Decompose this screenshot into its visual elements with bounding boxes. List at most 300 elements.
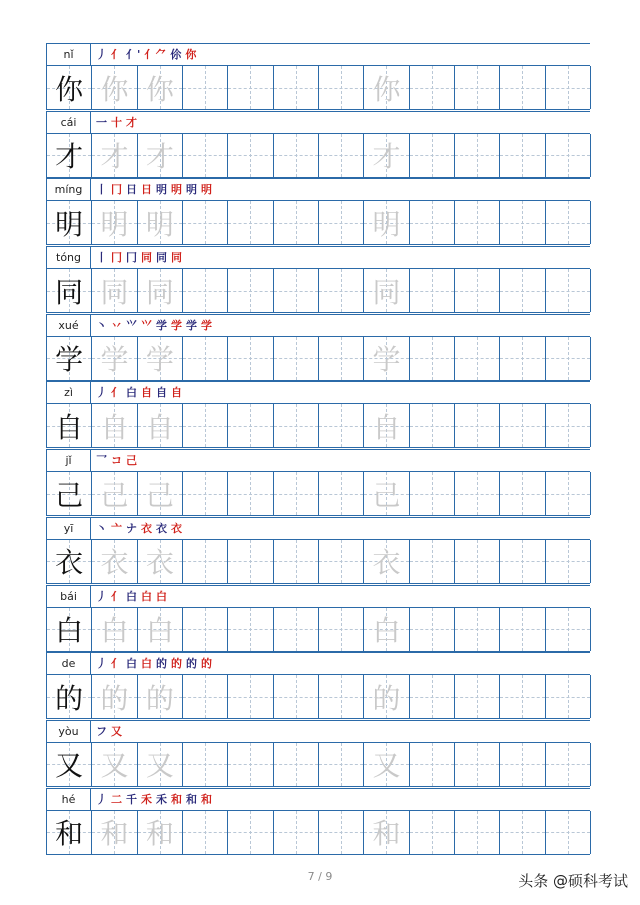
- practice-cell[interactable]: [364, 743, 409, 786]
- practice-cell[interactable]: [183, 472, 228, 515]
- practice-cell[interactable]: [410, 66, 455, 109]
- practice-cell[interactable]: [183, 404, 228, 447]
- pinyin-label: tóng: [46, 247, 91, 269]
- pinyin-label: nǐ: [46, 44, 91, 66]
- stroke-step: 学: [171, 318, 182, 332]
- stroke-order: [96, 586, 171, 608]
- practice-cell[interactable]: [228, 404, 273, 447]
- practice-cell[interactable]: [455, 472, 500, 515]
- practice-cell[interactable]: [410, 811, 455, 854]
- stroke-step: 乛: [96, 454, 107, 468]
- practice-cell[interactable]: [92, 66, 137, 109]
- stroke-step: コ: [111, 454, 122, 468]
- model-char-cell: [47, 134, 92, 177]
- model-char-cell: [47, 743, 92, 786]
- practice-cell[interactable]: [183, 675, 228, 718]
- stroke-step: 你: [185, 48, 197, 61]
- pinyin-row: [46, 111, 590, 134]
- stroke-step: 同: [171, 251, 182, 265]
- practice-cell[interactable]: [319, 472, 364, 515]
- practice-cell[interactable]: [546, 134, 591, 177]
- practice-cell[interactable]: [274, 608, 319, 651]
- stroke-step: 学: [156, 318, 167, 332]
- practice-cell[interactable]: [138, 66, 183, 109]
- practice-cell[interactable]: [500, 404, 545, 447]
- trace-char: 你: [145, 72, 174, 106]
- pinyin-label: cái: [46, 112, 91, 134]
- model-char: 衣: [55, 546, 84, 580]
- practice-cell[interactable]: [364, 337, 409, 380]
- practice-cell[interactable]: [500, 743, 545, 786]
- pinyin-label: xué: [46, 315, 91, 337]
- char-block: [46, 246, 590, 314]
- model-char-cell: [47, 811, 92, 854]
- practice-cell[interactable]: [364, 675, 409, 718]
- practice-cell[interactable]: [274, 201, 319, 244]
- stroke-step: 白: [126, 657, 137, 671]
- practice-cell[interactable]: [228, 811, 273, 854]
- stroke-step: 和: [201, 792, 212, 806]
- stroke-step: 冂: [126, 251, 137, 265]
- trace-char: 衣: [100, 546, 129, 580]
- char-block: [46, 652, 590, 720]
- practice-cell[interactable]: [183, 269, 228, 312]
- practice-cell[interactable]: [455, 404, 500, 447]
- practice-cell[interactable]: [500, 269, 545, 312]
- char-block: [46, 517, 590, 585]
- model-char: 才: [55, 140, 84, 174]
- practice-cell[interactable]: [500, 540, 545, 583]
- practice-cell[interactable]: [364, 472, 409, 515]
- practice-cell[interactable]: [546, 743, 591, 786]
- stroke-step: 明: [171, 183, 182, 197]
- stroke-step: 禾: [141, 792, 152, 806]
- practice-cell[interactable]: [138, 608, 183, 651]
- stroke-step: 明: [156, 183, 167, 197]
- stroke-order: [96, 315, 216, 337]
- pinyin-label: míng: [46, 179, 91, 201]
- practice-cell[interactable]: [138, 337, 183, 380]
- practice-cell[interactable]: [274, 404, 319, 447]
- model-char: 你: [55, 72, 84, 106]
- practice-cell[interactable]: [92, 269, 137, 312]
- practice-cell[interactable]: [92, 675, 137, 718]
- practice-cell[interactable]: [455, 269, 500, 312]
- stroke-step: 学: [186, 318, 197, 332]
- char-block: [46, 178, 590, 246]
- model-char: 学: [55, 343, 84, 377]
- stroke-order: [96, 247, 186, 269]
- practice-cell[interactable]: [410, 472, 455, 515]
- practice-cell[interactable]: [138, 675, 183, 718]
- practice-cell[interactable]: [183, 134, 228, 177]
- practice-cell[interactable]: [364, 66, 409, 109]
- practice-cell[interactable]: [546, 811, 591, 854]
- char-block: [46, 314, 590, 382]
- practice-cell[interactable]: [228, 472, 273, 515]
- writing-grid-row: [46, 200, 590, 245]
- practice-cell[interactable]: [319, 675, 364, 718]
- practice-cell[interactable]: [410, 337, 455, 380]
- practice-cell[interactable]: [364, 201, 409, 244]
- practice-cell[interactable]: [546, 269, 591, 312]
- trace-char: 又: [100, 749, 129, 783]
- practice-cell[interactable]: [92, 201, 137, 244]
- trace-char: 又: [145, 749, 174, 783]
- writing-grid-row: [46, 674, 590, 719]
- stroke-step: 的: [156, 657, 167, 671]
- char-block: [46, 43, 590, 111]
- practice-sheet: [46, 43, 590, 855]
- practice-cell[interactable]: [546, 404, 591, 447]
- practice-cell[interactable]: [274, 472, 319, 515]
- trace-char: 你: [100, 72, 129, 106]
- practice-cell[interactable]: [319, 608, 364, 651]
- practice-cell[interactable]: [228, 134, 273, 177]
- pinyin-row: [46, 314, 590, 337]
- pinyin-label: yī: [46, 518, 91, 540]
- trace-char: 同: [145, 275, 174, 309]
- stroke-step: 亻: [111, 589, 122, 603]
- practice-cell[interactable]: [228, 337, 273, 380]
- stroke-order: [96, 179, 216, 201]
- practice-cell[interactable]: [319, 134, 364, 177]
- practice-cell[interactable]: [410, 201, 455, 244]
- practice-cell[interactable]: [228, 608, 273, 651]
- pinyin-row: [46, 517, 590, 540]
- pinyin-row: [46, 43, 590, 66]
- stroke-step: 亻: [111, 48, 122, 61]
- page-number: 7 / 9: [307, 870, 333, 883]
- stroke-step: 亻⺈: [144, 48, 167, 61]
- writing-grid-row: [46, 65, 590, 110]
- stroke-step: 亻: [111, 386, 122, 400]
- practice-cell[interactable]: [92, 472, 137, 515]
- pinyin-row: [46, 585, 590, 608]
- stroke-step: 又: [111, 724, 122, 738]
- model-char-cell: [47, 201, 92, 244]
- pinyin-label: zì: [46, 382, 91, 404]
- stroke-step: ⺍: [126, 318, 137, 332]
- stroke-step: 二: [111, 792, 122, 806]
- practice-cell[interactable]: [183, 337, 228, 380]
- writing-grid-row: [46, 742, 590, 787]
- practice-cell[interactable]: [546, 337, 591, 380]
- pinyin-row: [46, 652, 590, 675]
- pinyin-row: [46, 381, 590, 404]
- stroke-step: 日: [126, 183, 137, 197]
- stroke-step: 自: [141, 386, 152, 400]
- practice-cell[interactable]: [500, 472, 545, 515]
- writing-grid-row: [46, 133, 590, 178]
- trace-char: 的: [145, 681, 174, 715]
- trace-char: 同: [372, 275, 401, 309]
- stroke-step: 自: [156, 386, 167, 400]
- trace-char: 的: [100, 681, 129, 715]
- stroke-step: フ: [96, 724, 107, 738]
- practice-cell[interactable]: [228, 743, 273, 786]
- trace-char: 自: [372, 410, 401, 444]
- practice-cell[interactable]: [228, 540, 273, 583]
- practice-cell[interactable]: [183, 811, 228, 854]
- pinyin-row: [46, 788, 590, 811]
- practice-cell[interactable]: [274, 811, 319, 854]
- writing-grid-row: [46, 471, 590, 516]
- practice-cell[interactable]: [183, 201, 228, 244]
- char-block: [46, 111, 590, 179]
- stroke-order: [96, 112, 141, 134]
- practice-cell[interactable]: [183, 743, 228, 786]
- practice-cell[interactable]: [319, 201, 364, 244]
- stroke-step: 一: [96, 115, 107, 129]
- stroke-step: 白: [141, 589, 152, 603]
- trace-char: 自: [145, 410, 174, 444]
- practice-cell[interactable]: [92, 608, 137, 651]
- stroke-step: 同: [156, 251, 167, 265]
- practice-cell[interactable]: [228, 201, 273, 244]
- stroke-step: 丷: [111, 318, 122, 332]
- practice-cell[interactable]: [274, 540, 319, 583]
- practice-cell[interactable]: [455, 540, 500, 583]
- pinyin-label: de: [46, 653, 91, 675]
- practice-cell[interactable]: [364, 608, 409, 651]
- writing-grid-row: [46, 607, 590, 652]
- stroke-step: 丿: [96, 589, 107, 603]
- practice-cell[interactable]: [455, 743, 500, 786]
- stroke-step: 才: [126, 115, 137, 129]
- practice-cell[interactable]: [228, 675, 273, 718]
- practice-cell[interactable]: [455, 608, 500, 651]
- pinyin-row: [46, 178, 590, 201]
- stroke-order: [96, 382, 186, 404]
- practice-cell[interactable]: [455, 811, 500, 854]
- practice-cell[interactable]: [183, 540, 228, 583]
- trace-char: 自: [100, 410, 129, 444]
- practice-cell[interactable]: [92, 337, 137, 380]
- stroke-step: 衣: [156, 521, 167, 535]
- model-char: 和: [55, 817, 84, 851]
- model-char-cell: [47, 608, 92, 651]
- stroke-step: 的: [186, 657, 197, 671]
- trace-char: 白: [372, 614, 401, 647]
- pinyin-label: jǐ: [46, 450, 91, 472]
- practice-cell[interactable]: [410, 134, 455, 177]
- practice-cell[interactable]: [138, 404, 183, 447]
- practice-cell[interactable]: [183, 66, 228, 109]
- practice-cell[interactable]: [455, 134, 500, 177]
- trace-char: 学: [100, 343, 129, 377]
- stroke-order: [96, 653, 216, 675]
- watermark: 头条 @硕科考试: [518, 872, 628, 890]
- trace-char: 己: [372, 478, 401, 512]
- practice-cell[interactable]: [500, 608, 545, 651]
- practice-cell[interactable]: [138, 811, 183, 854]
- stroke-step: 丿: [96, 792, 107, 806]
- stroke-step: 衣: [171, 521, 182, 535]
- trace-char: 白: [145, 614, 174, 647]
- model-char-cell: [47, 472, 92, 515]
- trace-char: 衣: [145, 546, 174, 580]
- pinyin-label: yòu: [46, 721, 91, 743]
- stroke-step: 的: [171, 657, 182, 671]
- model-char-cell: [47, 675, 92, 718]
- practice-cell[interactable]: [138, 134, 183, 177]
- practice-cell[interactable]: [364, 540, 409, 583]
- trace-char: 明: [145, 207, 174, 241]
- trace-char: 明: [372, 207, 401, 241]
- practice-cell[interactable]: [92, 134, 137, 177]
- practice-cell[interactable]: [138, 269, 183, 312]
- practice-cell[interactable]: [546, 608, 591, 651]
- stroke-step: 和: [186, 792, 197, 806]
- practice-cell[interactable]: [92, 404, 137, 447]
- stroke-step: 白: [156, 589, 167, 603]
- trace-char: 明: [100, 207, 129, 241]
- trace-char: 白: [100, 614, 129, 647]
- trace-char: 衣: [372, 546, 401, 580]
- trace-char: 才: [372, 140, 401, 174]
- practice-cell[interactable]: [546, 472, 591, 515]
- stroke-step: 十: [111, 115, 122, 129]
- model-char: 己: [55, 478, 84, 512]
- practice-cell[interactable]: [274, 675, 319, 718]
- practice-cell[interactable]: [228, 66, 273, 109]
- char-block: [46, 585, 590, 653]
- practice-cell[interactable]: [319, 66, 364, 109]
- stroke-step: 丿: [96, 48, 107, 61]
- practice-cell[interactable]: [138, 743, 183, 786]
- pinyin-label: hé: [46, 789, 91, 811]
- stroke-step: 白: [126, 386, 137, 400]
- model-char-cell: [47, 337, 92, 380]
- trace-char: 又: [372, 749, 401, 783]
- practice-cell[interactable]: [500, 337, 545, 380]
- practice-cell[interactable]: [138, 540, 183, 583]
- trace-char: 学: [145, 343, 174, 377]
- practice-cell[interactable]: [410, 608, 455, 651]
- stroke-step: 白: [126, 589, 137, 603]
- practice-cell[interactable]: [274, 743, 319, 786]
- trace-char: 己: [100, 478, 129, 512]
- practice-cell[interactable]: [410, 269, 455, 312]
- practice-cell[interactable]: [364, 134, 409, 177]
- trace-char: 学: [372, 343, 401, 377]
- trace-char: 和: [145, 817, 174, 851]
- practice-cell[interactable]: [319, 337, 364, 380]
- stroke-step: 亠: [111, 521, 122, 535]
- practice-cell[interactable]: [455, 201, 500, 244]
- stroke-step: 日: [141, 183, 152, 197]
- char-block: [46, 381, 590, 449]
- practice-cell[interactable]: [274, 337, 319, 380]
- practice-cell[interactable]: [183, 608, 228, 651]
- model-char: 同: [55, 275, 84, 309]
- practice-cell[interactable]: [500, 66, 545, 109]
- stroke-step: 冂: [111, 251, 122, 265]
- practice-cell[interactable]: [274, 134, 319, 177]
- practice-cell[interactable]: [455, 675, 500, 718]
- writing-grid-row: [46, 403, 590, 448]
- practice-cell[interactable]: [319, 743, 364, 786]
- stroke-step: 禾: [156, 792, 167, 806]
- practice-cell[interactable]: [319, 404, 364, 447]
- writing-grid-row: [46, 539, 590, 584]
- stroke-order: [96, 789, 216, 811]
- practice-cell[interactable]: [92, 811, 137, 854]
- stroke-step: ⺍: [141, 318, 152, 332]
- practice-cell[interactable]: [500, 675, 545, 718]
- stroke-step: 丨: [96, 183, 107, 197]
- practice-cell[interactable]: [319, 811, 364, 854]
- practice-cell[interactable]: [410, 743, 455, 786]
- stroke-step: 冂: [111, 183, 122, 197]
- practice-cell[interactable]: [500, 811, 545, 854]
- model-char: 明: [55, 207, 84, 241]
- practice-cell[interactable]: [546, 675, 591, 718]
- practice-cell[interactable]: [364, 811, 409, 854]
- stroke-step: 丶: [96, 318, 107, 332]
- practice-cell[interactable]: [274, 66, 319, 109]
- pinyin-label: bái: [46, 586, 91, 608]
- practice-cell[interactable]: [500, 201, 545, 244]
- practice-cell[interactable]: [546, 66, 591, 109]
- stroke-order: [96, 450, 141, 472]
- model-char: 又: [55, 749, 84, 783]
- char-block: [46, 788, 590, 856]
- trace-char: 你: [372, 72, 401, 106]
- stroke-step: 明: [186, 183, 197, 197]
- stroke-step: 丨: [96, 251, 107, 265]
- practice-cell[interactable]: [410, 404, 455, 447]
- stroke-step: ナ: [126, 521, 137, 535]
- stroke-step: 丿: [96, 386, 107, 400]
- practice-cell[interactable]: [319, 269, 364, 312]
- trace-char: 同: [100, 275, 129, 309]
- practice-cell[interactable]: [500, 134, 545, 177]
- practice-cell[interactable]: [92, 540, 137, 583]
- writing-grid-row: [46, 336, 590, 381]
- trace-char: 才: [100, 140, 129, 174]
- stroke-step: 和: [171, 792, 182, 806]
- writing-grid-row: [46, 268, 590, 313]
- char-block: [46, 449, 590, 517]
- practice-cell[interactable]: [455, 66, 500, 109]
- char-block: [46, 720, 590, 788]
- stroke-step: 同: [141, 251, 152, 265]
- practice-cell[interactable]: [92, 743, 137, 786]
- stroke-order: [96, 721, 126, 743]
- trace-char: 己: [145, 478, 174, 512]
- practice-cell[interactable]: [138, 472, 183, 515]
- model-char-cell: [47, 66, 92, 109]
- practice-cell[interactable]: [546, 540, 591, 583]
- practice-cell[interactable]: [138, 201, 183, 244]
- practice-cell[interactable]: [274, 269, 319, 312]
- stroke-step: 丶: [96, 521, 107, 535]
- practice-cell[interactable]: [410, 675, 455, 718]
- writing-grid-row: [46, 810, 590, 855]
- practice-cell[interactable]: [410, 540, 455, 583]
- stroke-order: [96, 44, 200, 66]
- stroke-step: 学: [201, 318, 212, 332]
- practice-cell[interactable]: [364, 269, 409, 312]
- stroke-step: 的: [201, 657, 212, 671]
- practice-cell[interactable]: [455, 337, 500, 380]
- practice-cell[interactable]: [546, 201, 591, 244]
- practice-cell[interactable]: [228, 269, 273, 312]
- practice-cell[interactable]: [319, 540, 364, 583]
- practice-cell[interactable]: [364, 404, 409, 447]
